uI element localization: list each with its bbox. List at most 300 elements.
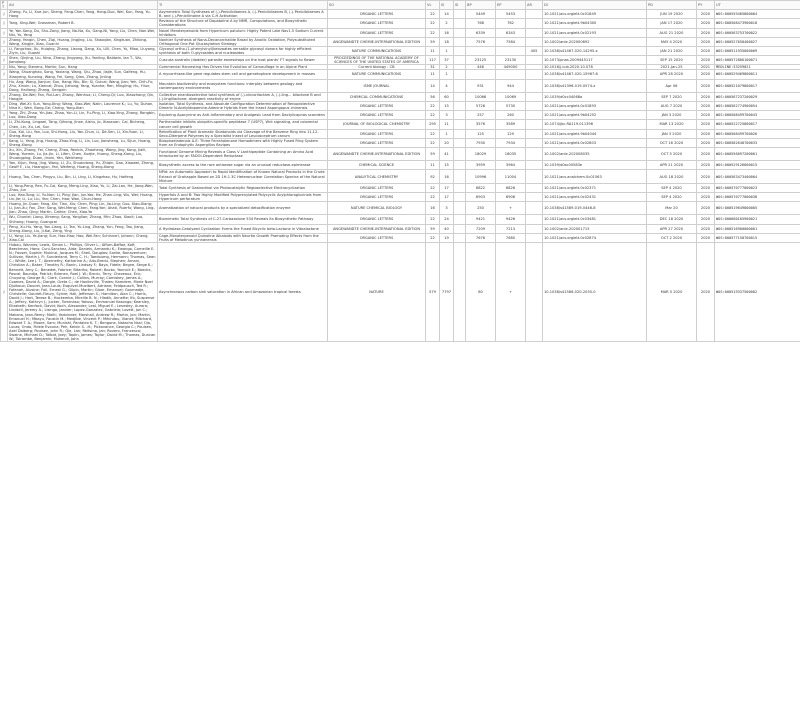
cell-doi: 10.1021/acs.orglett.0c02431 [543, 192, 647, 201]
cell-pt: J [1, 65, 8, 70]
cell-begin-page: 18029 [466, 148, 496, 161]
cell-begin-page: 7209 [466, 224, 496, 233]
cell-pub-year: 2020 [697, 233, 715, 242]
table-row [1, 70, 800, 79]
table-row [1, 202, 800, 215]
cell-title: Functional Genome Mining Reveals a Class V Lanthipeptide Containing an Amino Acid Introduced by an FADOI-Dependent Reductase [158, 148, 328, 161]
cell-issue: 37 [440, 56, 454, 65]
cell-volume: 22 [426, 192, 440, 201]
cell-doi: 10.1074/jbc.RA119.011396 [543, 120, 647, 129]
cell-doi: 10.1021/acs.orglett.0c02193 [543, 28, 647, 37]
cell-authors: Niu, Yang; Stevens, Martin; Sun, Hang [8, 65, 158, 70]
cell-issue: 20 [440, 138, 454, 147]
cell-si [454, 46, 466, 55]
cell-title: Biosphaeladenols A-E: Three Ferrahalenone Homodimers with Highly Fused Ring System from an Endophytic Aspergillus flavipes [158, 138, 328, 147]
cell-volume: 22 [426, 102, 440, 111]
cell-end-page: + [496, 202, 526, 215]
column-header: PY [697, 1, 715, 10]
cell-source: ORGANIC LETTERS [328, 28, 426, 37]
cell-title: Exploring Apocynine as Anti-Inflammatory and Analgesic Lead from Dactylicapnos scandens [158, 111, 328, 120]
cell-pt: J [1, 28, 8, 37]
cell-si [454, 192, 466, 201]
cell-title: Parthenolide inhibits ubiquitin-specific peptidase 7 (USP7), Wnt signaling, and colorectal cancer cell growth [158, 120, 328, 129]
cell-pt: J [1, 92, 8, 101]
cell-end-page: 7213 [496, 224, 526, 233]
cell-volume: 56 [426, 92, 440, 101]
cell-pt: J [1, 138, 8, 147]
table-body [1, 10, 800, 342]
cell-doi: 10.1038/s41586-020-2035-0 [543, 242, 647, 341]
cell-authors: Zhang, De-Wei; Fan, Rui-Lan; Zhang, Wenhua; Li, Cheng-Qi; Luo, Xiaozhong; Qin, Hongjie [8, 92, 158, 101]
cell-authors: Xu, Xin, Zhang, Fei, Cheng, Zhao, Renbin, Zhaoheng, Wang, Jing, Kong, Jialli, Wang, Yuemin, Lu, Jia-Jin, Li, Lifen, Chen, Xuejie, Huang, Sheng-Xiong, Liu, Shuangping, Duan, Jinxin, Yan, Weicheng [8, 148, 158, 161]
cell-issue: 19 [440, 233, 454, 242]
cell-article [526, 192, 543, 201]
cell-pub-year: 2020 [697, 56, 715, 65]
cell-pub-year: 2020 [697, 183, 715, 192]
cell-title: Novel Meroterpenoids from Hypericum patulum: Highly Potent Late Nav1.5 Sodium Current Inhibitors [158, 28, 328, 37]
cell-volume: 117 [426, 56, 440, 65]
cell-pub-year: 2020 [697, 28, 715, 37]
cell-source: ISME JOURNAL [328, 79, 426, 92]
cell-begin-page: 10996 [466, 170, 496, 183]
cell-article [526, 129, 543, 138]
cell-pub-date: SEP 15 2020 [647, 56, 697, 65]
cell-volume: 31 [426, 65, 440, 70]
cell-end-page: 7934 [496, 138, 526, 147]
table-row [1, 233, 800, 242]
column-header: SO [328, 1, 426, 10]
table-row [1, 102, 800, 111]
cell-pub-year: 2020 [697, 120, 715, 129]
cell-pub-date: AUG 21 2020 [647, 28, 697, 37]
cell-doi: 10.1002/anie.202001715 [543, 224, 647, 233]
cell-begin-page: 931 [466, 79, 496, 92]
cell-end-page: 18035 [496, 148, 526, 161]
cell-doi: 10.1039/d0sc00583e [543, 161, 647, 170]
cell-doi: 10.1021/acs.orglett.0c03481 [543, 215, 647, 224]
cell-title: Nonhier Synthesis of Nona-Decanorchalide Broad by Anodic Oxidation, Polysubstituted Orthogonal One-Pot Glucosylation Strategy [158, 37, 328, 46]
cell-pub-date: AUG 18 2020 [647, 170, 697, 183]
cell-volume: 295 [426, 120, 440, 129]
cell-ut: WOS:000577158700015 [715, 233, 800, 242]
cell-ut: WOS:000559485800004 [715, 10, 800, 19]
cell-begin-page: 3959 [466, 161, 496, 170]
cell-begin-page: 446 [466, 65, 496, 70]
cell-source: ORGANIC LETTERS [328, 19, 426, 28]
cell-article [526, 19, 543, 28]
cell-begin-page: 7676 [466, 233, 496, 242]
table-row [1, 37, 800, 46]
cell-doi: 10.1021/acs.orglett.0c02371 [543, 183, 647, 192]
cell-authors: Hu, Ang; Wang, Jianjun; Sun, Hang; Niu, Bin; Si, Guicai; Wang, Jian; Yeh, Chih-Fu; Zhu, Xinxin; Lu, Xiancai; Zhou, Jizhong; Yang, Yuanhe; Ren, Mingling; Hu, Yilun; Dong, Hailiang; Zhang, Gengxin [8, 79, 158, 92]
cell-end-page [496, 46, 526, 55]
column-header: AR [526, 1, 543, 10]
cell-end-page: 6906 [496, 192, 526, 201]
cell-si [454, 183, 466, 192]
cell-end-page: 260 [496, 111, 526, 120]
cell-begin-page: 768 [466, 19, 496, 28]
cell-si [454, 79, 466, 92]
cell-title: Revision of the Structure of Dopatoline A by NMR, Computations, and Biosynthetic Considerations [158, 19, 328, 28]
cell-authors: Huang, Tao, Chen, Pingyu, Liu, Bin, Li, Ling, Li, Kingzhao, Hu, Haifeng [8, 170, 158, 183]
cell-ut: WOS:000572806100071 [715, 56, 800, 65]
cell-end-page: 5730 [496, 102, 526, 111]
cell-pt: J [1, 111, 8, 120]
cell-doi: 10.1039/d0cc04068a [543, 92, 647, 101]
cell-authors: Yan, Xijun, Yang, Jing, Wang, Li, Zu, Shuandong, Yu, Zhiqin, Gao, Xiaowei, Zheng, Geoff F., Liu, Hoangjun, Yan, Weifeng, Huang, Sheng-Xiong [8, 161, 158, 170]
cell-begin-page: 7930 [466, 138, 496, 147]
cell-authors: Ding, Wei-Xi; Sun, Yong-Xing; Wang, Xiao-Wei; Nalin, Laurence K.; Lu, Yu; Duhan, Nina K.; Wen, Bong-Ge; Cheng, Yong-Xian [8, 102, 158, 111]
cell-ut: WOS:000570777000038 [715, 192, 800, 201]
cell-ut: WOS:000519337500002 [715, 242, 800, 341]
cell-source: ANGEWANDTE CHEMIE-INTERNATIONAL EDITION [328, 224, 426, 233]
cell-pub-date: Mar 20 [647, 202, 697, 215]
cell-pt: J [1, 19, 8, 28]
cell-pub-year: 2020 [697, 19, 715, 28]
cell-pt: J [1, 70, 8, 79]
cell-pt: J [1, 10, 8, 19]
cell-begin-page: 6903 [466, 192, 496, 201]
cell-authors: Shen, Qinjing, Liu, Nina, Zhang, Jingyong, Xu, Yanling, Baldwin, Ian T., Wu, Jianqiang [8, 56, 158, 65]
cell-si [454, 111, 466, 120]
cell-pub-year: 2020 [697, 224, 715, 233]
cell-volume: 22 [426, 215, 440, 224]
cell-pub-year: 2020 [697, 92, 715, 101]
column-header: VL [426, 1, 440, 10]
cell-end-page: 10069 [496, 92, 526, 101]
cell-issue: 16 [440, 28, 454, 37]
cell-source: ORGANIC LETTERS [328, 233, 426, 242]
cell-volume: 11 [426, 161, 440, 170]
cell-end-page: 23130 [496, 56, 526, 65]
cell-pt: J [1, 170, 8, 183]
cell-pub-date: JAN 17 2020 [647, 19, 697, 28]
cell-doi: 10.1021/acs.orglett.9b04300 [543, 19, 647, 28]
cell-title: Isolation, Total Synthesis, and Absolute Configuration Determination of Renoprotective Dimeric N-Acetyldopamine-Adenine Hybrids from the Insect Aspongopus chinensis [158, 102, 328, 111]
cell-si [454, 120, 466, 129]
cell-pub-year: 2020 [697, 79, 715, 92]
cell-title: Glycosyl ortho-(1-phenylvinyl)benzoates versatile glycosyl donors for highly efficient synthesis of both O-glycosides and nucleosides [158, 46, 328, 55]
cell-article [526, 138, 543, 147]
cell-doi: 10.1073/pnas.2009445117 [543, 56, 647, 65]
cell-article [526, 37, 543, 46]
cell-ut: WOS:000582648700033 [715, 138, 800, 147]
cell-ut: WOS:000570777000023 [715, 183, 800, 192]
column-header: IS [440, 1, 454, 10]
cell-volume: 11 [426, 46, 440, 55]
table-row [1, 120, 800, 129]
cell-volume: 59 [426, 224, 440, 233]
cell-pub-year: 2020 [697, 215, 715, 224]
cell-pub-date: OCT 5 2020 [647, 148, 697, 161]
column-header: PD [647, 1, 697, 10]
cell-pt: J [1, 46, 8, 55]
column-header: SI [454, 1, 466, 10]
cell-volume: 92 [426, 170, 440, 183]
cell-volume: 11 [426, 70, 440, 79]
cell-ut: WOS:000519649800005 [715, 202, 800, 215]
cell-title: Aromatization of natural products by a specialized detoxification enzyme [158, 202, 328, 215]
cell-issue: 1 [440, 46, 454, 55]
column-header: UT [715, 1, 800, 10]
cell-end-page: 762 [496, 19, 526, 28]
cell-pub-date: AUG 7 2020 [647, 102, 697, 111]
cell-pt: J [1, 233, 8, 242]
cell-authors: Yang, Zhi, Zhao, Yin-Jiao, Zhao, Yun-Li, Lin, Fu-Ping, Li, Xiao-Ying, Zhang, Rongbin, Luo, Xiao-Dong [9, 111, 156, 120]
cell-article [526, 202, 543, 215]
cell-si [454, 10, 466, 19]
cell-pub-year: 2020 [697, 37, 715, 46]
cell-begin-page: 10066 [466, 92, 496, 101]
cell-end-page: 3964 [496, 161, 526, 170]
cell-si [454, 129, 466, 138]
cell-end-page: 9426 [496, 215, 526, 224]
cell-ut: WOS:000529126600015 [715, 161, 800, 170]
cell-pub-year: 2020 [697, 129, 715, 138]
table-row [1, 79, 800, 92]
cell-issue: 18 [440, 37, 454, 46]
cell-doi: 10.1021/acs.orglett.0c02803 [543, 138, 647, 147]
cell-source: NATURE COMMUNICATIONS [328, 70, 426, 79]
cell-article [526, 111, 543, 120]
cell-pt: J [1, 183, 8, 192]
cell-end-page: 7680 [496, 233, 526, 242]
cell-article [526, 102, 543, 111]
header-row [1, 1, 800, 10]
cell-article [526, 92, 543, 101]
cell-authors: Tang, Xing-Wei; Grossman, Robert B. [8, 19, 158, 28]
cell-volume: 22 [426, 183, 440, 192]
cell-authors: Wu, Chunlei; Liang, Ximeng; Sang, Yonglian; Zhang, Min; Zhao, Xiaoli; Luo, Shihong; Huang, Guangcai [8, 215, 158, 224]
cell-ut: WOS:000522725800017 [715, 120, 800, 129]
cell-pt: J [1, 56, 8, 65]
cell-pt: J [1, 120, 8, 129]
cell-pub-year: 2020 [697, 242, 715, 341]
cell-pub-year: 2020 [697, 102, 715, 111]
cell-volume: 59 [426, 37, 440, 46]
cell-authors: Li, Yong; Liu, Ye-Jiang; Sun, Hao-Hao; Hao, Wei-Fan; Schinnerl, Johann; Cheng, Xiao-Cai [8, 233, 158, 242]
table-row [1, 129, 800, 138]
cell-si [454, 102, 466, 111]
table-row [1, 170, 800, 183]
cell-pt: J [1, 129, 8, 138]
cell-doi: 10.1021/acs.orglett.0c01849 [543, 10, 647, 19]
cell-volume: 16 [426, 202, 440, 215]
cell-issue: 41 [440, 148, 454, 161]
cell-volume: 22 [426, 233, 440, 242]
cell-doi: 10.1021/acs.orglett.0c01893 [543, 102, 647, 111]
cell-ut: WOS:000508499700043 [715, 111, 800, 120]
cell-article [526, 170, 543, 183]
cell-issue: 17 [440, 192, 454, 201]
cell-article [526, 233, 543, 242]
cell-end-page: 3589 [496, 120, 526, 129]
cell-end-page: 6343 [496, 28, 526, 37]
table-row [1, 148, 800, 161]
cell-begin-page: 5726 [466, 102, 496, 111]
cell-title: Biomimetic Total Synthesis of C-27-Carbazolone 534 Reveals Its Biosynthetic Pathway [158, 215, 328, 224]
cell-begin-page [466, 70, 496, 79]
cell-si [454, 202, 466, 215]
cell-pt: J [1, 37, 8, 46]
cell-issue: 4 [440, 79, 454, 92]
cell-authors: Zhang, Yanqin, Chen, Ziqi, Huang, Jingjing, Liu, Shaoqian, Xingkuan, Zhibing, Wang, Xingjie, Xiao, Guanhi [8, 37, 158, 46]
cell-source: NATURE COMMUNICATIONS [328, 46, 426, 55]
cell-begin-page: 6339 [466, 28, 496, 37]
cell-si [454, 19, 466, 28]
cell-si [454, 215, 466, 224]
cell-title: Commercial Harvesting Has Driven the Evolution of Camouflage in an Alpine Plant [158, 65, 328, 70]
cell-end-page: + [496, 242, 526, 341]
cell-pub-year: 2020 [697, 161, 715, 170]
cell-article [526, 79, 543, 92]
cell-issue: 11 [440, 120, 454, 129]
cell-pub-year: 2020 [697, 70, 715, 79]
cell-authors: Li, Fangchao, Xu, Huiqing, Zhang, Lisong, Dang, Xu, Lilli, Chen, Yu, Miao, Liuyang, Ziyin, Liu, Guoshi [9, 46, 156, 56]
cell-source: ANALYTICAL CHEMISTRY [328, 170, 426, 183]
cell-ut: WOS:000508473900018 [715, 19, 800, 28]
cell-volume: 14 [426, 79, 440, 92]
table-row [1, 19, 800, 28]
records-table [0, 0, 800, 342]
cell-begin-page: 250 [466, 202, 496, 215]
cell-authors: Zheng, Yu, Li, Xue-Jun, Sheng, Feng-Chen, Yang, Hong-Duo, Wei, Kun, Yang, Yu-Hong [8, 10, 158, 19]
cell-doi: 10.1038/s41467-020-14295-x [543, 46, 647, 55]
cell-title: Cage-Monoterpenoid Quinoline Alkaloids with Neurite Growth Promoting Effects from the Fruits of Melodinus yunnanensis [158, 233, 328, 242]
cell-pub-date: OCT 16 2020 [647, 138, 697, 147]
cell-pub-date: JAN 21 2020 [647, 46, 697, 55]
cell-article [526, 10, 543, 19]
cell-pub-year: 2020 [697, 138, 715, 147]
cell-source: ORGANIC LETTERS [328, 215, 426, 224]
cell-article [526, 148, 543, 161]
cell-pub-date: MAR 5 2020 [647, 242, 697, 341]
cell-issue: 3 [440, 202, 454, 215]
cell-volume: 22 [426, 28, 440, 37]
cell-pt: J [1, 242, 8, 341]
cell-doi: 10.1016/j.cub.2020.10.078 [543, 65, 647, 70]
cell-source: JOURNAL OF BIOLOGICAL CHEMISTRY [328, 120, 426, 129]
cell-issue: 17 [440, 183, 454, 192]
table-row [1, 183, 800, 192]
cell-authors: Li, Zhi-Kong, Lingwei, Tang, Qihong, Jinxe, Aishu, Jo, Xiaoxuan, Cai, Bicheng, Chen, Lin, Xu, Lei, Sun [8, 120, 158, 129]
cell-doi: 10.1021/acs.orglett.9b04044 [543, 129, 647, 138]
cell-volume: 22 [426, 129, 440, 138]
cell-doi: 10.1021/acs.analchem.0c01563 [543, 170, 647, 183]
cell-pub-date: Apr 06 [647, 79, 697, 92]
cell-begin-page: 5449 [466, 10, 496, 19]
cell-source: CHEMICAL COMMUNICATIONS [328, 92, 426, 101]
cell-pub-year: 2021 [697, 65, 715, 70]
cell-ut: WOS:000516900000001 [715, 224, 800, 233]
cell-issue: 24 [440, 215, 454, 224]
cell-pub-date: SEP 4 2020 [647, 183, 697, 192]
table-row [1, 192, 800, 201]
cell-ut: MEDLINE:33259021 [715, 65, 800, 70]
cell-source: ORGANIC LETTERS [328, 138, 426, 147]
cell-volume: 59 [426, 148, 440, 161]
cell-issue: 60 [440, 92, 454, 101]
cell-article [526, 28, 543, 37]
cell-issue: 1 [440, 70, 454, 79]
cell-pub-year: 2020 [697, 202, 715, 215]
cell-source: ORGANIC LETTERS [328, 192, 426, 201]
cell-si [454, 70, 466, 79]
column-header: PT [1, 1, 8, 10]
cell-title: A mycorrhizae-like gene regulates stem cell and gametophore development in mosses [158, 70, 328, 79]
cell-pub-date: JAN 3 2020 [647, 129, 697, 138]
cell-volume: 22 [426, 19, 440, 28]
cell-pub-year: 2020 [697, 170, 715, 183]
cell-ut: WOS:000527658400027 [715, 37, 800, 46]
cell-pub-date: OCT 2 2020 [647, 233, 697, 242]
cell-article [526, 161, 543, 170]
table-row [1, 161, 800, 170]
cell-end-page: 129 [496, 129, 526, 138]
cell-ut: WOS:000563473400004 [715, 170, 800, 183]
cell-pub-date: SEP 4 2020 [647, 192, 697, 201]
table-row [1, 111, 800, 120]
cell-begin-page: 125 [466, 129, 496, 138]
cell-source: ORGANIC LETTERS [328, 10, 426, 19]
cell-doi: 10.1021/acs.orglett.9b04252 [543, 111, 647, 120]
cell-si [454, 148, 466, 161]
table-row [1, 10, 800, 19]
cell-source: CHEMICAL SCIENCE [328, 161, 426, 170]
cell-pub-year: 2020 [697, 10, 715, 19]
table-row [1, 224, 800, 233]
cell-source: NATURE [328, 242, 426, 341]
cell-si [454, 224, 466, 233]
cell-begin-page [466, 46, 496, 55]
cell-authors: Huang, Jin-Quan; Fang, Xin; Tian, Xiu; Chen, Ping; Lin, Jia-Ling; Guo, Xiao-Xiang; Li, Jian-Xu; Fan, Zhe; Song, Wei-Meng; Chen, Fang-Yan; Ahati, Ruerfu; Wang, Ling-Jian; Zhao, Qing; Martin, Cathie; Chen, Xiao-Ya [8, 202, 158, 215]
cell-pt: J [1, 161, 8, 170]
cell-si [454, 233, 466, 242]
cell-authors: Peng, Xu-Hu, Yang, Yan-Liang, Li, Tan, Yu-Ling, Zhang, Yun, Feng, Tao, Jiang, Sheng-Xiong, Liu, Ji-Kai, Zeng, Ying [8, 224, 158, 233]
cell-si [454, 92, 466, 101]
cell-article: 405 [526, 46, 543, 55]
cell-issue: 2 [440, 19, 454, 28]
cell-end-page: 449000 [496, 65, 526, 70]
cell-end-page: 5453 [496, 10, 526, 19]
cell-volume: 579 [426, 242, 440, 341]
cell-issue: 3 [440, 111, 454, 120]
cell-ut: WOS:000600105900021 [715, 215, 800, 224]
cell-article [526, 242, 543, 341]
cell-article [526, 215, 543, 224]
cell-si [454, 37, 466, 46]
cell-article [526, 224, 543, 233]
cell-authors: Wang, Shuanghao, Song, Yaxiang, Wang, Qiu, Zhao, Jiajie, Sun, Gaifeng, Hu, Xiaoyeng, Kunxing, Wang, Fei, Song, Qian, Zhang, Jinling [8, 70, 158, 79]
cell-volume: 22 [426, 111, 440, 120]
cell-title: Total Synthesis of Gastrodinol via Photocatalytic Regioselective Electrocyclization [158, 183, 328, 192]
table-row [1, 56, 800, 65]
cell-pub-date: MAY 4 2020 [647, 37, 697, 46]
cell-si [454, 170, 466, 183]
cell-article [526, 120, 543, 129]
cell-pub-date: DEC 18 2020 [647, 215, 697, 224]
cell-title: Cuscuta australis (dodder) parasite eavesdrops on the host plants' FT signals to flower [158, 56, 328, 65]
cell-pub-year: 2020 [697, 46, 715, 55]
cell-issue: 14 [440, 10, 454, 19]
cell-authors: Li, Yong-Peng, Ren, Fu-Cai, Kang, Meng-Ling, Xiao, Yu, Li, Zai-Lan, He, Jiang-Wen, Zhou, Jun [8, 183, 158, 192]
cell-begin-page: 7576 [466, 37, 496, 46]
cell-article [526, 70, 543, 79]
cell-ut: WOS:000508499700026 [715, 129, 800, 138]
cell-article [526, 56, 543, 65]
cell-pub-date: 2021-Jan-25 [647, 65, 697, 70]
cell-begin-page: 257 [466, 111, 496, 120]
